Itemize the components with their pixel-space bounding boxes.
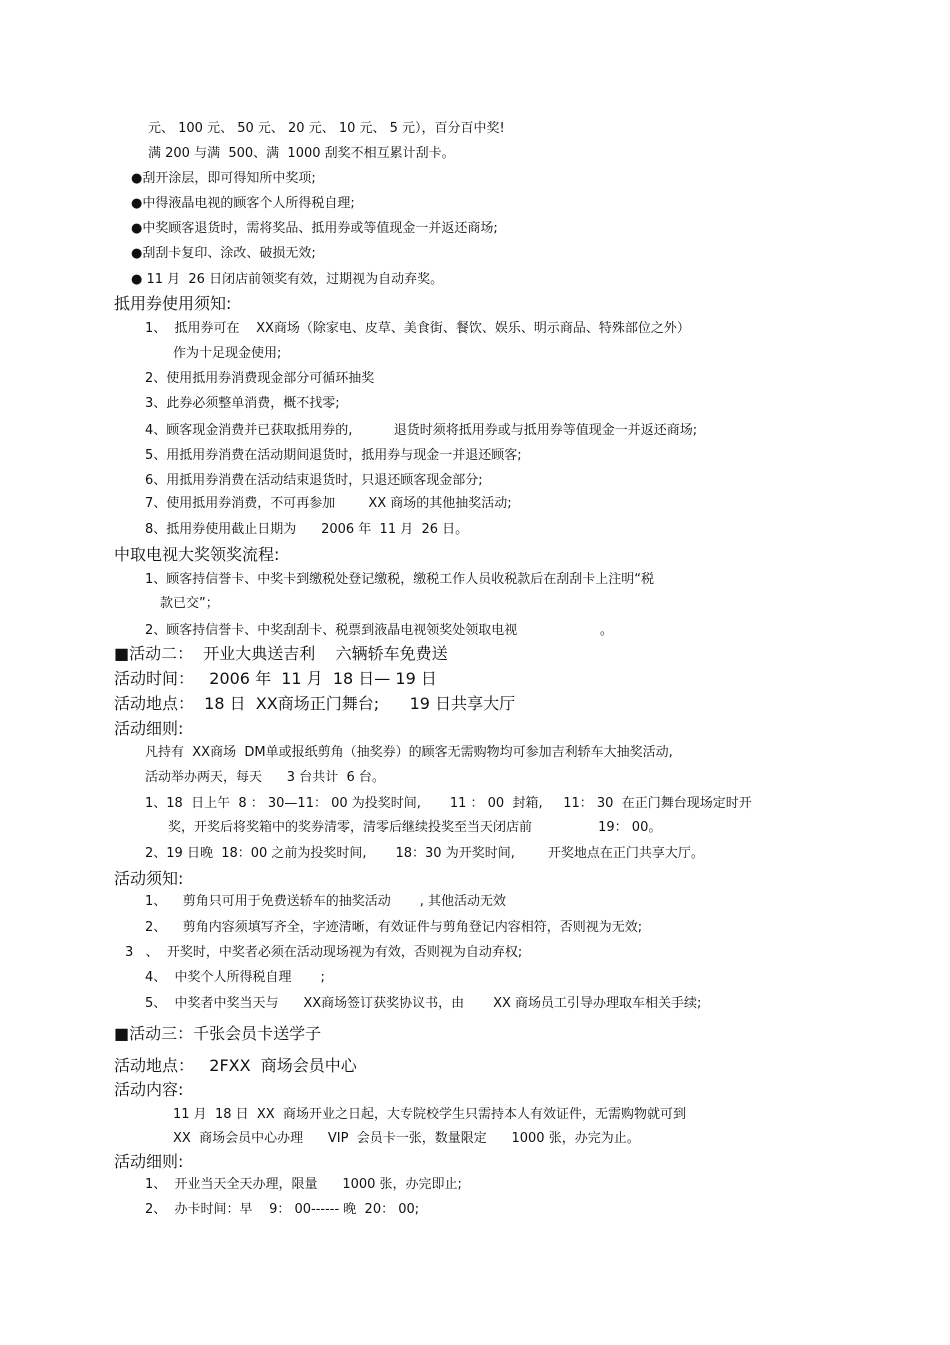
- paragraph-line: 凡持有 XX商场 DM单或报纸剪角（抽奖券）的顾客无需购物均可参加吉利轿车大抽奖活动,: [145, 745, 673, 760]
- section-heading: 活动细则:: [114, 719, 184, 738]
- numbered-item-continuation: 款已交”；: [160, 596, 219, 611]
- bullet-item: ●中得液晶电视的顾客个人所得税自理;: [131, 196, 355, 211]
- numbered-item: 3 、 开奖时，中奖者必须在活动现场视为有效，否则视为自动弃权;: [125, 945, 523, 960]
- numbered-item: 2、使用抵用券消费现金部分可循环抽奖: [145, 371, 375, 386]
- bullet-item: ●刮刮卡复印、涂改、破损无效;: [131, 246, 316, 261]
- numbered-item: 4、顾客现金消费并已获取抵用券的, 退货时须将抵用券或与抵用券等值现金一并返还商场;: [145, 423, 698, 438]
- activity-three-title: ■活动三：千张会员卡送学子: [114, 1024, 322, 1043]
- paragraph-line: 11 月 18 日 XX 商场开业之日起，大专院校学生只需持本人有效证件，无需购物就可到: [173, 1107, 686, 1122]
- numbered-item-continuation: 奖，开奖后将奖箱中的奖券清零，清零后继续投奖至当天闭店前 19： 00。: [168, 820, 662, 835]
- activity-two-title: ■活动二： 开业大典送吉利 六辆轿车免费送: [114, 644, 448, 663]
- numbered-item: 1、 开业当天全天办理，限量 1000 张，办完即止;: [145, 1177, 462, 1192]
- section-heading: 活动内容:: [114, 1080, 184, 1099]
- section-heading: 活动细则:: [114, 1152, 184, 1171]
- numbered-item: 3、此券必须整单消费，概不找零;: [145, 396, 340, 411]
- numbered-item: 5、用抵用券消费在活动期间退货时，抵用券与现金一并退还顾客;: [145, 448, 522, 463]
- activity-location: 活动地点： 18 日 XX商场正门舞台; 19 日共享大厅: [114, 694, 516, 713]
- numbered-item: 1、顾客持信誉卡、中奖卡到缴税处登记缴税，缴税工作人员收税款后在刮刮卡上注明“税: [145, 572, 655, 587]
- numbered-item: 2、19 日晚 18：00 之前为投奖时间, 18：30 为开奖时间, 开奖地点在正门共享大厅。: [145, 846, 704, 861]
- numbered-item: 2、顾客持信誉卡、中奖刮刮卡、税票到液晶电视领奖处领取电视 。: [145, 623, 613, 638]
- prize-list-continuation: 元、 100 元、 50 元、 20 元、 10 元、 5 元），百分百中奖!: [148, 121, 505, 136]
- bullet-item: ● 11 月 26 日闭店前领奖有效，过期视为自动弃奖。: [131, 272, 444, 287]
- numbered-item: 1、18 日上午 8 ： 30—11： 00 为投奖时间, 11 ： 00 封箱, 11： 30 在正门舞台现场定时开: [145, 796, 752, 811]
- numbered-item: 6、用抵用券消费在活动结束退货时，只退还顾客现金部分;: [145, 473, 483, 488]
- paragraph-line: 活动举办两天，每天 3 台共计 6 台。: [145, 770, 385, 785]
- section-heading: 中取电视大奖领奖流程:: [114, 545, 280, 564]
- bullet-item: ●刮开涂层，即可得知所中奖项;: [131, 171, 316, 186]
- paragraph-line: XX 商场会员中心办理 VIP 会员卡一张，数量限定 1000 张，办完为止。: [173, 1131, 640, 1146]
- numbered-item: 4、 中奖个人所得税自理 ;: [145, 970, 325, 985]
- activity-time: 活动时间： 2006 年 11 月 18 日— 19 日: [114, 669, 437, 688]
- numbered-item: 8、抵用券使用截止日期为 2006 年 11 月 26 日。: [145, 522, 469, 537]
- scratch-rule-line: 满 200 与满 500、满 1000 刮奖不相互累计刮卡。: [148, 146, 455, 161]
- numbered-item: 2、 剪角内容须填写齐全，字迹清晰，有效证件与剪角登记内容相符，否则视为无效;: [145, 920, 643, 935]
- numbered-item-continuation: 作为十足现金使用;: [173, 346, 282, 361]
- section-heading: 活动须知:: [114, 869, 184, 888]
- numbered-item: 7、使用抵用券消费，不可再参加 XX 商场的其他抽奖活动;: [145, 496, 512, 511]
- numbered-item: 2、 办卡时间：早 9： 00------ 晚 20： 00;: [145, 1202, 420, 1217]
- numbered-item: 1、 剪角只可用于免费送轿车的抽奖活动 , 其他活动无效: [145, 894, 506, 909]
- numbered-item: 5、 中奖者中奖当天与 XX商场签订获奖协议书，由 XX 商场员工引导办理取车相关手续;: [145, 996, 702, 1011]
- section-heading: 抵用券使用须知:: [114, 294, 232, 313]
- activity-location: 活动地点： 2FXX 商场会员中心: [114, 1056, 357, 1075]
- bullet-item: ●中奖顾客退货时，需将奖品、抵用券或等值现金一并返还商场;: [131, 221, 498, 236]
- numbered-item: 1、 抵用券可在 XX商场（除家电、皮草、美食街、餐饮、娱乐、明示商品、特殊部位之外）: [145, 321, 690, 336]
